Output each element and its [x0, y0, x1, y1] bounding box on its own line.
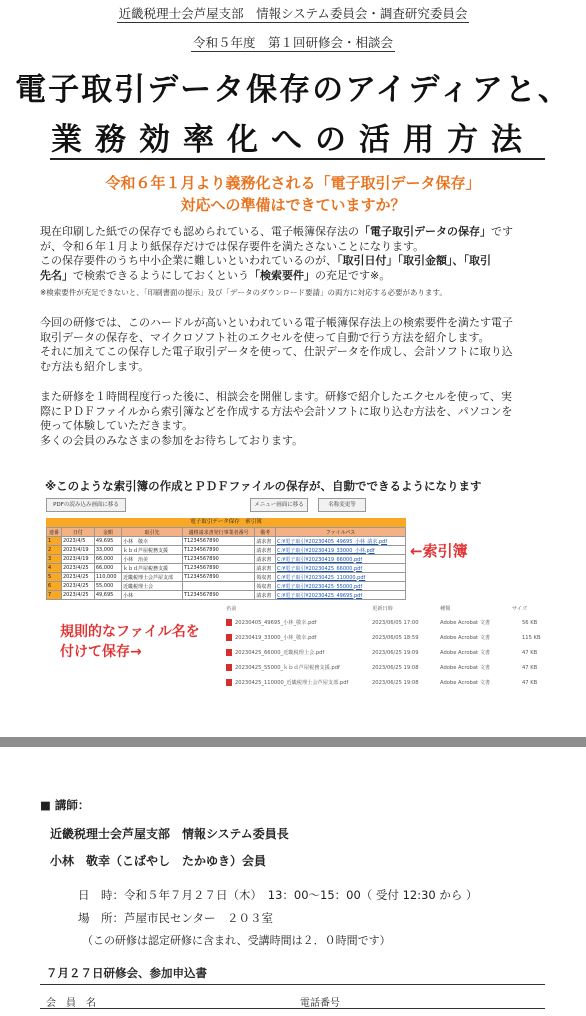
index-table-cell: T1234567890: [182, 591, 254, 600]
index-table-cell: 4: [47, 564, 62, 573]
pdf-file-icon: [226, 649, 232, 656]
title-underline: [50, 158, 545, 160]
explorer-file-name-text: 20230425_66000_近畿税理士会.pdf: [235, 650, 325, 656]
explorer-file-name-text: 20230425_110000_近畿税理士会芦屋支部.pdf: [235, 680, 349, 686]
seminar-paragraph: 今回の研修では、このハードルが高いといわれている電子帳簿保存法上の検索要件を満たす電子 取引データの保存を、マイクロソフト社のエクセルを使って自動で行う方法を紹介します。 それに加えてこの保存した電子取引データを使って、仕訳データを作成し、会計ソフトに取り込 む方法も紹介します。: [40, 316, 513, 373]
pdf-file-icon: [226, 679, 232, 686]
explorer-file-name-text: 20230425_55000_ｋｂｄ芦屋税務支援.pdf: [235, 665, 340, 671]
explorer-file-date: 2023/06/25 19:09: [372, 650, 419, 656]
index-arrow-label: ←索引簿: [410, 542, 468, 560]
explorer-file-date: 2023/06/25 19:08: [372, 680, 419, 686]
index-table-row: [47, 537, 406, 546]
index-table-cell: 請求書: [255, 564, 276, 573]
explorer-file-name: [226, 677, 348, 689]
index-table-cell[interactable]: C:¥電子取引¥20230425_49695.pdf: [276, 591, 406, 600]
training-hours-note: （この研修は認定研修に含まれ、受講時間は２．０時間です）: [82, 934, 391, 947]
col-header: ファイルパス: [276, 528, 406, 537]
file-explorer: [222, 603, 552, 695]
index-table-cell: T1234567890: [182, 537, 254, 546]
index-table-cell: 小林 治美: [122, 555, 183, 564]
explorer-col-date[interactable]: 更新日時: [372, 606, 393, 612]
intro-paragraph: 現在印刷した紙での保存でも認められている、電子帳簿保存法の「電子取引データの保存」です が、令和６年１月より紙保存だけでは保存要件を満たさないことになります。 この保存要件のうち中小企業に難しいといわれているのが、「取引日付」「取引金額」、「取引 先名」で検索できるようにしておくという「検索要件」の充足です※。: [40, 225, 513, 282]
explorer-col-name[interactable]: 名前: [226, 606, 237, 612]
col-header: 金額: [94, 528, 121, 537]
index-table-cell: 110,000: [94, 573, 121, 582]
index-table-cell: 2023/4/25: [61, 564, 94, 573]
explorer-file-name: [226, 662, 340, 674]
file-naming-caption: 規則的なファイル名を 付けて保存→: [60, 624, 200, 660]
title-line1: 電子取引データ保存のアイディアと、: [15, 72, 571, 108]
index-table-row: [47, 564, 406, 573]
col-header: 備考: [255, 528, 276, 537]
index-table-cell: 2023/4/19: [61, 546, 94, 555]
index-table-cell: 領収書: [255, 582, 276, 591]
event-place: 場 所：芦屋市民センター ２０３室: [78, 911, 274, 925]
consultation-paragraph: また研修を１時間程度行った後に、相談会を開催します。研修で紹介したエクセルを使って、実 際にＰＤＦファイルから索引簿などを作成する方法や会計ソフトに取り込む方法を、パソコンを 使って体験していただきます。 多くの会員のみなさまの参加をお待ちしております。: [40, 390, 513, 447]
col-header: 適格請求書発行事業者番号: [182, 528, 254, 537]
figure-caption: ※このような索引簿の作成とＰＤＦファイルの保存が、自動でできるようになります: [45, 479, 482, 493]
index-table-wrap: [46, 518, 406, 600]
load-pdf-button[interactable]: PDFの読み込み画面に移る: [46, 498, 126, 512]
explorer-file-name: [226, 647, 324, 659]
lecturer-org: 近畿税理士会芦屋支部 情報システム委員長: [50, 827, 289, 841]
index-table-cell: 2023/4/25: [61, 582, 94, 591]
index-table-row: [47, 573, 406, 582]
lecturer-label: ■ 講師：: [40, 798, 90, 812]
form-divider: [40, 984, 545, 985]
index-table-cell: 近畿税理士会芦屋支部: [122, 573, 183, 582]
index-table-cell: 66,000: [94, 564, 121, 573]
index-table-cell: 2023/4/5: [61, 537, 94, 546]
menu-button[interactable]: メニュー画面に移る: [250, 498, 308, 512]
index-table-cell: 5: [47, 573, 62, 582]
explorer-file-row[interactable]: [222, 677, 552, 689]
explorer-file-size: 47 KB: [522, 665, 538, 671]
col-header: 連番: [47, 528, 62, 537]
index-table-title: 電子取引データ保存 索引簿: [46, 518, 406, 527]
index-table-cell: 領収書: [255, 573, 276, 582]
index-table-cell: 66,000: [94, 555, 121, 564]
pdf-file-icon: [226, 634, 232, 641]
index-table-cell: 近畿税理士会: [122, 582, 183, 591]
index-table-cell: 2023/4/25: [61, 591, 94, 600]
pdf-file-icon: [226, 664, 232, 671]
explorer-file-name-text: 20230405_49695_小林_敬幸.pdf: [235, 620, 317, 626]
index-table-cell: ｋｂｄ芦屋税務支援: [122, 564, 183, 573]
explorer-file-size: 47 KB: [522, 680, 538, 686]
index-table-cell: 1: [47, 537, 62, 546]
header-org: 近畿税理士会芦屋支部 情報システム委員会・調査研究委員会: [118, 6, 468, 21]
explorer-header: [222, 603, 552, 615]
index-table-cell: 3: [47, 555, 62, 564]
index-table-cell[interactable]: C:¥電子取引¥20230419_66000.pdf: [276, 555, 406, 564]
index-table-cell[interactable]: C:¥電子取引¥20230425_55000.pdf: [276, 582, 406, 591]
index-table-cell: T1234567890: [182, 546, 254, 555]
phone-label: 電話番号: [300, 998, 340, 1009]
explorer-col-size[interactable]: サイズ: [512, 606, 528, 612]
explorer-file-type: Adobe Acrobat 文書: [440, 620, 491, 626]
explorer-file-size: 56 KB: [522, 620, 538, 626]
explorer-file-type: Adobe Acrobat 文書: [440, 650, 491, 656]
index-table-cell: 2023/4/19: [61, 555, 94, 564]
index-table-cell[interactable]: C:¥電子取引¥20230425_110000.pdf: [276, 573, 406, 582]
index-table-cell: ｋｂｄ芦屋税務支援: [122, 546, 183, 555]
index-table-row: [47, 555, 406, 564]
explorer-file-row[interactable]: [222, 632, 552, 644]
index-table-header: [47, 528, 406, 537]
col-header: 取引先: [122, 528, 183, 537]
subtitle-line1: 令和６年１月より義務化される「電子取引データ保存」: [105, 174, 481, 192]
explorer-file-size: 47 KB: [522, 650, 538, 656]
explorer-file-date: 2023/06/25 19:08: [372, 665, 419, 671]
index-table-cell: 7: [47, 591, 62, 600]
explorer-file-row[interactable]: [222, 617, 552, 629]
index-table-cell: T1234567890: [182, 564, 254, 573]
explorer-col-type[interactable]: 種類: [440, 606, 451, 612]
explorer-file-type: Adobe Acrobat 文書: [440, 680, 491, 686]
index-table-cell[interactable]: C:¥電子取引¥20230425_66000.pdf: [276, 564, 406, 573]
search-requirement-note: ※検索要件が充足できないと、「印刷書面の提示」及び「データのダウンロード要請」の両方に対応する必要があります。: [40, 288, 447, 297]
index-table-cell: 請求書: [255, 537, 276, 546]
explorer-file-name-text: 20230419_33000_小林_敬幸.pdf: [235, 635, 317, 641]
explorer-file-type: Adobe Acrobat 文書: [440, 635, 491, 641]
index-table-cell: 6: [47, 582, 62, 591]
col-header: 日付: [61, 528, 94, 537]
index-table-cell: 請求書: [255, 555, 276, 564]
index-table-cell: 33,000: [94, 546, 121, 555]
page-separator: [0, 737, 586, 747]
index-table-cell: 55,000: [94, 582, 121, 591]
index-table-cell: 小林 敬幸: [122, 537, 183, 546]
explorer-file-row[interactable]: [222, 662, 552, 674]
explorer-file-row[interactable]: [222, 647, 552, 659]
index-table-cell: 49,695: [94, 591, 121, 600]
title-line2: 業務効率化への活用方法: [51, 122, 535, 158]
event-datetime: 日 時：令和５年７月２７日（木） 13：00〜15：00（ 受付 12:30 から ）: [78, 888, 478, 902]
index-table-cell: [182, 582, 254, 591]
form-divider-bottom: [40, 1008, 545, 1009]
index-table: [46, 527, 406, 600]
header-event: 令和５年度 第１回研修会・相談会: [192, 35, 393, 50]
explorer-file-name: [226, 617, 317, 629]
explorer-file-size: 115 KB: [522, 635, 541, 641]
application-form-title: ７月２７日研修会、参加申込書: [46, 966, 207, 980]
member-name-label: 会 員 名: [46, 998, 96, 1009]
index-table-cell: 請求書: [255, 546, 276, 555]
index-table-cell: T1234567890: [182, 573, 254, 582]
explorer-file-date: 2023/06/05 18:59: [372, 635, 419, 641]
explorer-file-type: Adobe Acrobat 文書: [440, 665, 491, 671]
index-table-cell: 請求書: [255, 591, 276, 600]
explorer-file-date: 2023/06/05 17:00: [372, 620, 419, 626]
index-table-row: [47, 591, 406, 600]
index-table-row: [47, 546, 406, 555]
index-table-cell: 2: [47, 546, 62, 555]
index-table-cell[interactable]: C:¥電子取引¥20230419_33000_小林.pdf: [276, 546, 406, 555]
index-table-cell: 49,695: [94, 537, 121, 546]
subtitle-line2: 対応への準備はできていますか？: [180, 196, 406, 214]
index-table-row: [47, 582, 406, 591]
index-table-cell: T1234567890: [182, 555, 254, 564]
index-table-cell[interactable]: C:¥電子取引¥20230405_49695_小林_請求.pdf: [276, 537, 406, 546]
index-table-cell: 小林: [122, 591, 183, 600]
pdf-file-icon: [226, 619, 232, 626]
index-table-cell: 2023/4/25: [61, 573, 94, 582]
explorer-file-name: [226, 632, 317, 644]
rename-button[interactable]: 名称変更等: [318, 498, 366, 512]
lecturer-name: 小林 敬幸（こばやし たかゆき）会員: [50, 854, 267, 868]
